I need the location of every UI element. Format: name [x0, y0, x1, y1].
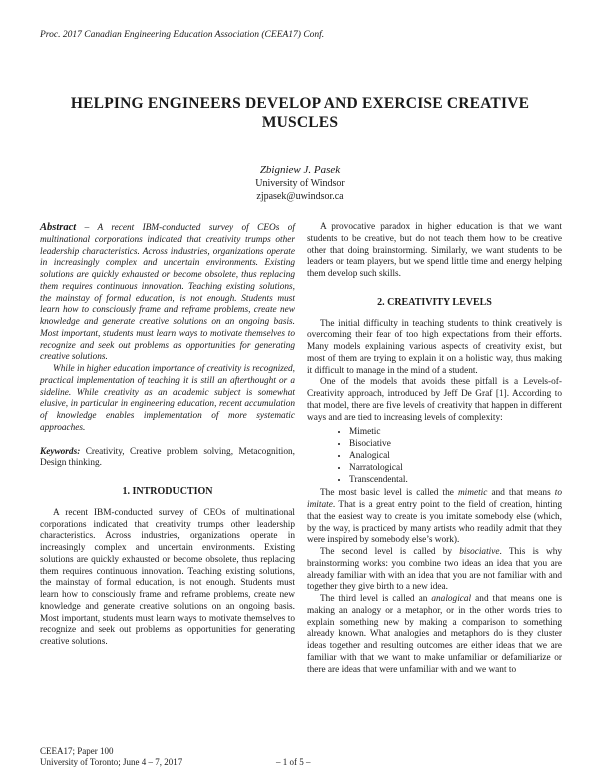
right-column: [307, 222, 562, 676]
term-mimetic: mimetic: [457, 488, 488, 499]
section-heading-introduction: 1. INTRODUCTION: [122, 486, 213, 497]
body-paragraph-analogical: [307, 594, 562, 676]
list-item: • Narratological: [349, 462, 562, 474]
title-line-1: HELPING ENGINEERS DEVELOP AND EXERCISE CREATIVE: [70, 95, 530, 112]
term-analogical: analogical: [431, 594, 472, 604]
body-paragraph-model: One of the models that avoids these pitfall is a Levels-of-Creativity approach, introduced by Jeff De Graf [1]. According to that model, there are five levels of creativity that happen in different ways and are tied to increasing levels of complexity:: [307, 377, 562, 423]
term-bisociative: bisociative: [459, 547, 500, 557]
footer-venue: University of Toronto; June 4 – 7, 2017: [40, 757, 183, 767]
author-block: [0, 164, 600, 203]
text-run: . That is a great entry point to the field of creation, hinting that the easiest way to create is you imitate somebody else (which, by the way, is practiced by many artists who readily admit that they were inspired by somebody else’s work).: [307, 500, 562, 546]
section-heading-creativity-levels: 2. CREATIVITY LEVELS: [377, 296, 492, 308]
text-run: and that means one is making an analogy or a metaphor, or in the other words tries to explain something new by making a comparison to something already known. What analogies and metaphors do is they cluster ideas together and resulting outcomes are either ideas that we are familiar with that we want to make unfamiliar or defamiliarize or there are ideas that were unfamiliar with and we want to: [307, 594, 562, 675]
text-run: The second level is called by: [320, 547, 460, 557]
creativity-levels-list: [307, 426, 562, 486]
text-run: The most basic level is called the: [320, 488, 458, 499]
body-paragraph-bisociative: [307, 547, 562, 594]
abstract-paragraph-2: While in higher education importance of creativity is recognized, practical implementation of teaching it is still an afterthought or a sideline. While creativity as an academic subject is somewhat elusive, in particular in engineering education, recent accumulation of knowledge enables implementation of more systematic approaches.: [40, 364, 295, 433]
title-line-2: MUSCLES: [261, 114, 339, 131]
paper-title: [60, 94, 540, 132]
author-affiliation: University of Windsor: [255, 178, 345, 189]
abstract-paragraph-1: [40, 222, 295, 364]
keywords-text: Creativity, Creative problem solving, Metacognition, Design thinking.: [40, 446, 295, 469]
keywords-label: Keywords:: [40, 446, 81, 457]
keywords: [40, 447, 295, 471]
introduction-paragraph-1: A recent IBM-conducted survey of CEOs of multinational corporations indicated that creativity trumps other leadership characteristics. Across industries, organizations operate in increasingly complex and uncertain environments. Existing solutions are quickly exhausted or become obsolete, thus replacing them requires continuous innovation. Teaching existing solutions, the mainstay of formal education, is not enough. Students must learn how to consciously frame and reframe problems, create new knowledge and generate creative solutions on an ongoing basis. Most important, students must learn ways to motivate themselves to recognize and seek out problems as opportunities for generating creative solutions.: [40, 507, 295, 647]
text-run: . This is why brainstorming works: you combine two ideas an idea that you are already familiar with with an idea that you are not familiar with and together they give birth to a new idea.: [307, 547, 562, 593]
footer: [40, 746, 182, 768]
text-run: and that means: [487, 488, 555, 499]
body-paragraph-paradox: A provocative paradox in higher education is that we want students to be creative, but do not teach them how to be creative other that doing brainstorming. Similarly, we want students to be leaders or team players, but we spend little time and energy helping them develop such skills.: [307, 222, 562, 279]
author-name: Zbigniew J. Pasek: [259, 164, 341, 176]
left-column: [40, 222, 295, 649]
author-email: zjpasek@uwindsor.ca: [256, 191, 344, 202]
abstract-label: Abstract: [40, 222, 77, 233]
running-head: Proc. 2017 Canadian Engineering Education Association (CEEA17) Conf.: [40, 30, 325, 40]
page-number: – 1 of 5 –: [276, 757, 311, 767]
body-paragraph-mimetic: [307, 488, 562, 547]
text-run: The third level is called an: [320, 594, 432, 604]
body-paragraph-difficulty: The initial difficulty in teaching students to think creatively is overcoming their fear of too high expectations from their efforts. Many models explaining various aspects of creativity exist, but most of them are trying to explain it on a holistic way, thus making it difficult to manage in the mind of a student.: [307, 318, 562, 376]
list-item: • Transcendental.: [349, 474, 562, 486]
list-item: • Analogical: [349, 450, 562, 462]
list-item: • Bisociative: [349, 438, 562, 450]
footer-paper-id: CEEA17; Paper 100: [40, 746, 114, 756]
term-to-imitate: to imitate: [307, 488, 562, 510]
list-item: • Mimetic: [349, 426, 562, 438]
abstract-text-1: – A recent IBM-conducted survey of CEOs of multinational corporations indicated that creativity trumps other leadership characteristics. Across industries, organizations operate in increasingly complex and uncertain environments. Existing solutions are quickly exhausted or become obsolete, thus replacing them requires continuous innovation. Teaching existing solutions, the mainstay of formal education, is not enough. Students must learn how to consciously frame and reframe problems, create new knowledge and generate creative solutions on an ongoing basis. Most important, students must learn ways to motivate themselves to recognize and seek out problems as opportunities for generating creative solutions.: [40, 223, 295, 363]
